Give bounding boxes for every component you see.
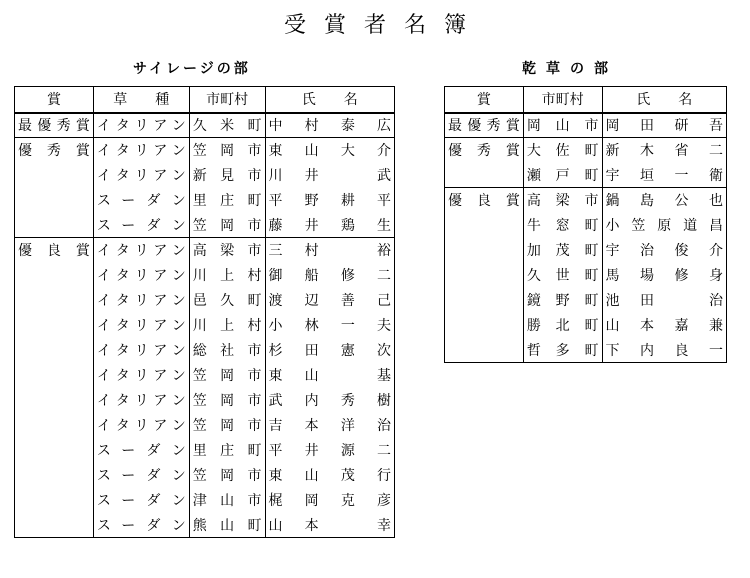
award-cell xyxy=(15,338,94,363)
municipality-cell: 久世町 xyxy=(523,263,602,288)
table-row xyxy=(445,338,727,363)
variety-cell: イタリアン xyxy=(93,263,189,288)
municipality-cell: 笠岡市 xyxy=(189,463,265,488)
table-row xyxy=(15,213,395,238)
name-cell: 川井 武 xyxy=(265,163,395,188)
award-cell xyxy=(15,263,94,288)
municipality-header: 市町村 xyxy=(523,87,602,113)
name-cell: 三村 裕 xyxy=(265,238,395,263)
name-cell: 中村泰広 xyxy=(265,113,395,138)
table-row xyxy=(445,163,727,188)
award-cell: 優秀賞 xyxy=(15,138,94,163)
municipality-cell: 新見市 xyxy=(189,163,265,188)
table-row xyxy=(445,313,727,338)
municipality-cell: 勝北町 xyxy=(523,313,602,338)
name-cell: 東山大介 xyxy=(265,138,395,163)
table-row xyxy=(445,188,727,213)
table-row xyxy=(15,288,395,313)
variety-cell: スーダン xyxy=(93,488,189,513)
document-title: 受賞者名簿 xyxy=(283,13,484,38)
name-cell: 宇垣一衛 xyxy=(602,163,727,188)
name-cell: 東山 基 xyxy=(265,363,395,388)
name-header: 氏 名 xyxy=(602,87,727,113)
table-row xyxy=(445,213,727,238)
award-cell xyxy=(445,288,524,313)
hay-header-row xyxy=(445,87,727,113)
hay-award-table xyxy=(444,86,727,363)
municipality-cell: 里庄町 xyxy=(189,438,265,463)
municipality-cell: 熊山町 xyxy=(189,513,265,538)
name-cell: 新木省二 xyxy=(602,138,727,163)
silage-header-row xyxy=(15,87,395,113)
award-cell: 優良賞 xyxy=(445,188,524,213)
name-cell: 小林一夫 xyxy=(265,313,395,338)
municipality-cell: 邑久町 xyxy=(189,288,265,313)
municipality-cell: 久米町 xyxy=(189,113,265,138)
municipality-cell: 岡山市 xyxy=(523,113,602,138)
award-cell xyxy=(15,438,94,463)
name-cell: 岡田研吾 xyxy=(602,113,727,138)
variety-cell: イタリアン xyxy=(93,363,189,388)
award-cell: 優良賞 xyxy=(15,238,94,263)
municipality-cell: 総社市 xyxy=(189,338,265,363)
table-row xyxy=(445,238,727,263)
award-cell xyxy=(15,163,94,188)
award-cell xyxy=(15,188,94,213)
table-row xyxy=(15,413,395,438)
name-cell: 藤井鶏生 xyxy=(265,213,395,238)
award-cell: 最優秀賞 xyxy=(445,113,524,138)
variety-cell: イタリアン xyxy=(93,288,189,313)
award-cell xyxy=(15,413,94,438)
municipality-cell: 川上村 xyxy=(189,263,265,288)
name-cell: 杉田憲次 xyxy=(265,338,395,363)
award-cell xyxy=(445,338,524,363)
table-row xyxy=(15,138,395,163)
name-cell: 武内秀樹 xyxy=(265,388,395,413)
award-cell xyxy=(15,213,94,238)
variety-cell: イタリアン xyxy=(93,163,189,188)
municipality-cell: 笠岡市 xyxy=(189,388,265,413)
variety-cell: スーダン xyxy=(93,513,189,538)
table-row xyxy=(15,488,395,513)
award-cell xyxy=(445,313,524,338)
variety-cell: イタリアン xyxy=(93,413,189,438)
table-row xyxy=(445,263,727,288)
name-cell: 吉本洋治 xyxy=(265,413,395,438)
table-row xyxy=(15,363,395,388)
award-header: 賞 xyxy=(15,87,94,113)
municipality-cell: 津山市 xyxy=(189,488,265,513)
name-cell: 平井源二 xyxy=(265,438,395,463)
table-row xyxy=(15,188,395,213)
name-cell: 小笠原道昌 xyxy=(602,213,727,238)
award-cell xyxy=(445,263,524,288)
award-cell: 優秀賞 xyxy=(445,138,524,163)
table-row xyxy=(445,113,727,138)
variety-cell: イタリアン xyxy=(93,138,189,163)
variety-cell: スーダン xyxy=(93,438,189,463)
municipality-cell: 川上村 xyxy=(189,313,265,338)
municipality-cell: 里庄町 xyxy=(189,188,265,213)
municipality-cell: 高梁市 xyxy=(189,238,265,263)
award-cell xyxy=(445,238,524,263)
municipality-cell: 笠岡市 xyxy=(189,213,265,238)
name-cell: 東山茂行 xyxy=(265,463,395,488)
name-cell: 馬場修身 xyxy=(602,263,727,288)
variety-cell: イタリアン xyxy=(93,238,189,263)
municipality-cell: 笠岡市 xyxy=(189,138,265,163)
name-cell: 山本嘉兼 xyxy=(602,313,727,338)
award-cell xyxy=(445,163,524,188)
table-row xyxy=(15,313,395,338)
name-cell: 鍋島公也 xyxy=(602,188,727,213)
silage-section-title: サイレージの部 xyxy=(133,61,251,77)
name-cell: 渡辺善己 xyxy=(265,288,395,313)
award-cell xyxy=(15,488,94,513)
variety-cell: イタリアン xyxy=(93,388,189,413)
municipality-cell: 哲多町 xyxy=(523,338,602,363)
municipality-cell: 牛窓町 xyxy=(523,213,602,238)
award-cell: 最優秀賞 xyxy=(15,113,94,138)
table-row xyxy=(15,463,395,488)
award-cell xyxy=(15,388,94,413)
name-cell: 池田 治 xyxy=(602,288,727,313)
variety-header: 草 種 xyxy=(93,87,189,113)
table-row xyxy=(15,438,395,463)
award-cell xyxy=(15,363,94,388)
municipality-header: 市町村 xyxy=(189,87,265,113)
award-cell xyxy=(15,463,94,488)
variety-cell: イタリアン xyxy=(93,338,189,363)
table-row xyxy=(15,238,395,263)
silage-award-table xyxy=(14,86,395,538)
name-cell: 宇治俊介 xyxy=(602,238,727,263)
award-cell xyxy=(15,513,94,538)
municipality-cell: 笠岡市 xyxy=(189,363,265,388)
municipality-cell: 高梁市 xyxy=(523,188,602,213)
name-cell: 御船修二 xyxy=(265,263,395,288)
table-row xyxy=(445,138,727,163)
table-row xyxy=(15,163,395,188)
municipality-cell: 笠岡市 xyxy=(189,413,265,438)
table-row xyxy=(445,288,727,313)
award-cell xyxy=(15,288,94,313)
municipality-cell: 大佐町 xyxy=(523,138,602,163)
variety-cell: イタリアン xyxy=(93,313,189,338)
table-row xyxy=(15,513,395,538)
variety-cell: スーダン xyxy=(93,213,189,238)
name-cell: 山本 幸 xyxy=(265,513,395,538)
award-header: 賞 xyxy=(445,87,524,113)
table-row xyxy=(15,113,395,138)
award-cell xyxy=(445,213,524,238)
municipality-cell: 加茂町 xyxy=(523,238,602,263)
name-cell: 下内良一 xyxy=(602,338,727,363)
name-cell: 平野耕平 xyxy=(265,188,395,213)
table-row xyxy=(15,263,395,288)
variety-cell: イタリアン xyxy=(93,113,189,138)
award-cell xyxy=(15,313,94,338)
variety-cell: スーダン xyxy=(93,463,189,488)
variety-cell: スーダン xyxy=(93,188,189,213)
municipality-cell: 鏡野町 xyxy=(523,288,602,313)
municipality-cell: 瀬戸町 xyxy=(523,163,602,188)
hay-section-title: 乾草の部 xyxy=(522,61,618,77)
name-cell: 梶岡克彦 xyxy=(265,488,395,513)
name-header: 氏 名 xyxy=(265,87,395,113)
table-row xyxy=(15,388,395,413)
table-row xyxy=(15,338,395,363)
